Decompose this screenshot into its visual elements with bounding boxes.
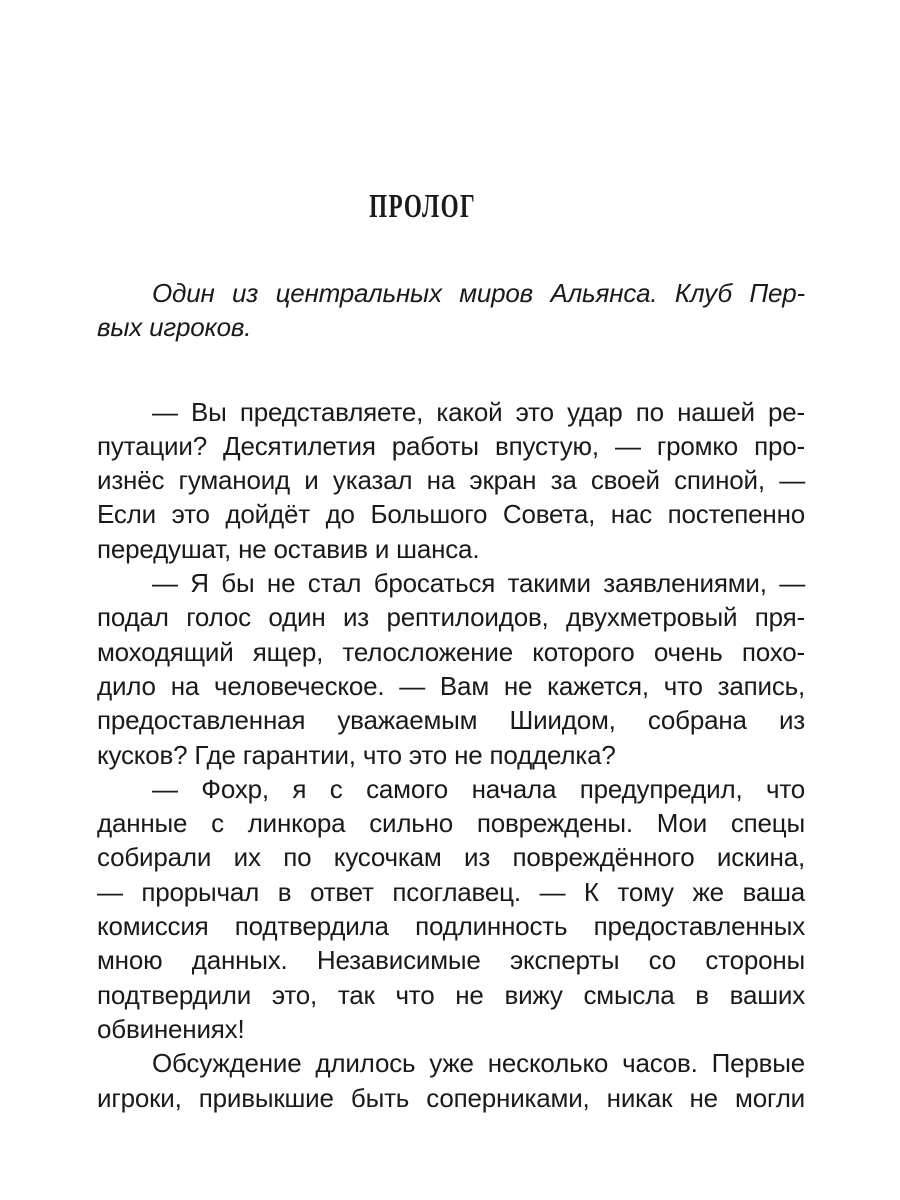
text-line: данные с линкора сильно повреждены. Мои спецы (97, 808, 805, 839)
text-line: вых игроков. (97, 312, 252, 343)
text-line: комиссия подтвердила подлинность предоставленных (97, 911, 805, 942)
page-body (97, 276, 805, 1115)
text-line: собирали их по кусочкам из повреждённого искина, (97, 842, 805, 873)
text-column (97, 190, 805, 1115)
text-line: кусков? Где гарантии, что это не подделка? (97, 739, 616, 770)
body-paragraph (97, 395, 805, 566)
text-line: обвинениях! (97, 1013, 245, 1044)
body-paragraph (97, 1046, 805, 1115)
text-line: дило на человеческое. — Вам не кажется, что запись, (97, 670, 805, 701)
text-line: предоставленная уважаемым Шиидом, собрана из (97, 705, 805, 736)
text-line: Если это дойдёт до Большого Совета, нас постепенно (97, 499, 805, 530)
text-line: путации? Десятилетия работы впустую, — громко про- (97, 430, 805, 461)
scene-intro-paragraph (97, 276, 805, 345)
text-line: — Фохр, я с самого начала предупредил, что (152, 773, 805, 804)
text-line: игроки, привыкшие быть соперниками, никак не могли (97, 1082, 805, 1113)
text-line: — Я бы не стал бросаться такими заявлениями, — (152, 568, 805, 599)
text-line: мною данных. Независимые эксперты со стороны (97, 945, 805, 976)
text-line: Обсуждение длилось уже несколько часов. Первые (152, 1048, 805, 1079)
chapter-heading (69, 190, 777, 224)
text-line: Один из центральных миров Альянса. Клуб Пер- (152, 278, 805, 308)
text-line: передушат, не оставив и шанса. (97, 533, 480, 564)
text-line: — Вы представляете, какой это удар по нашей ре- (152, 396, 805, 427)
text-line: моходящий ящер, телосложение которого очень похо- (97, 636, 805, 667)
text-line: подал голос один из рептилоидов, двухметровый пря- (97, 602, 805, 633)
text-line: — прорычал в ответ псоглавец. — К тому же ваша (97, 876, 805, 907)
body-paragraph (97, 566, 805, 772)
text-line: изнёс гуманоид и указал на экран за своей спиной, — (97, 465, 805, 496)
text-line: подтвердили это, так что не вижу смысла в ваших (97, 979, 805, 1010)
body-paragraph (97, 772, 805, 1046)
chapter-heading-text: ПРОЛОГ (369, 188, 477, 225)
